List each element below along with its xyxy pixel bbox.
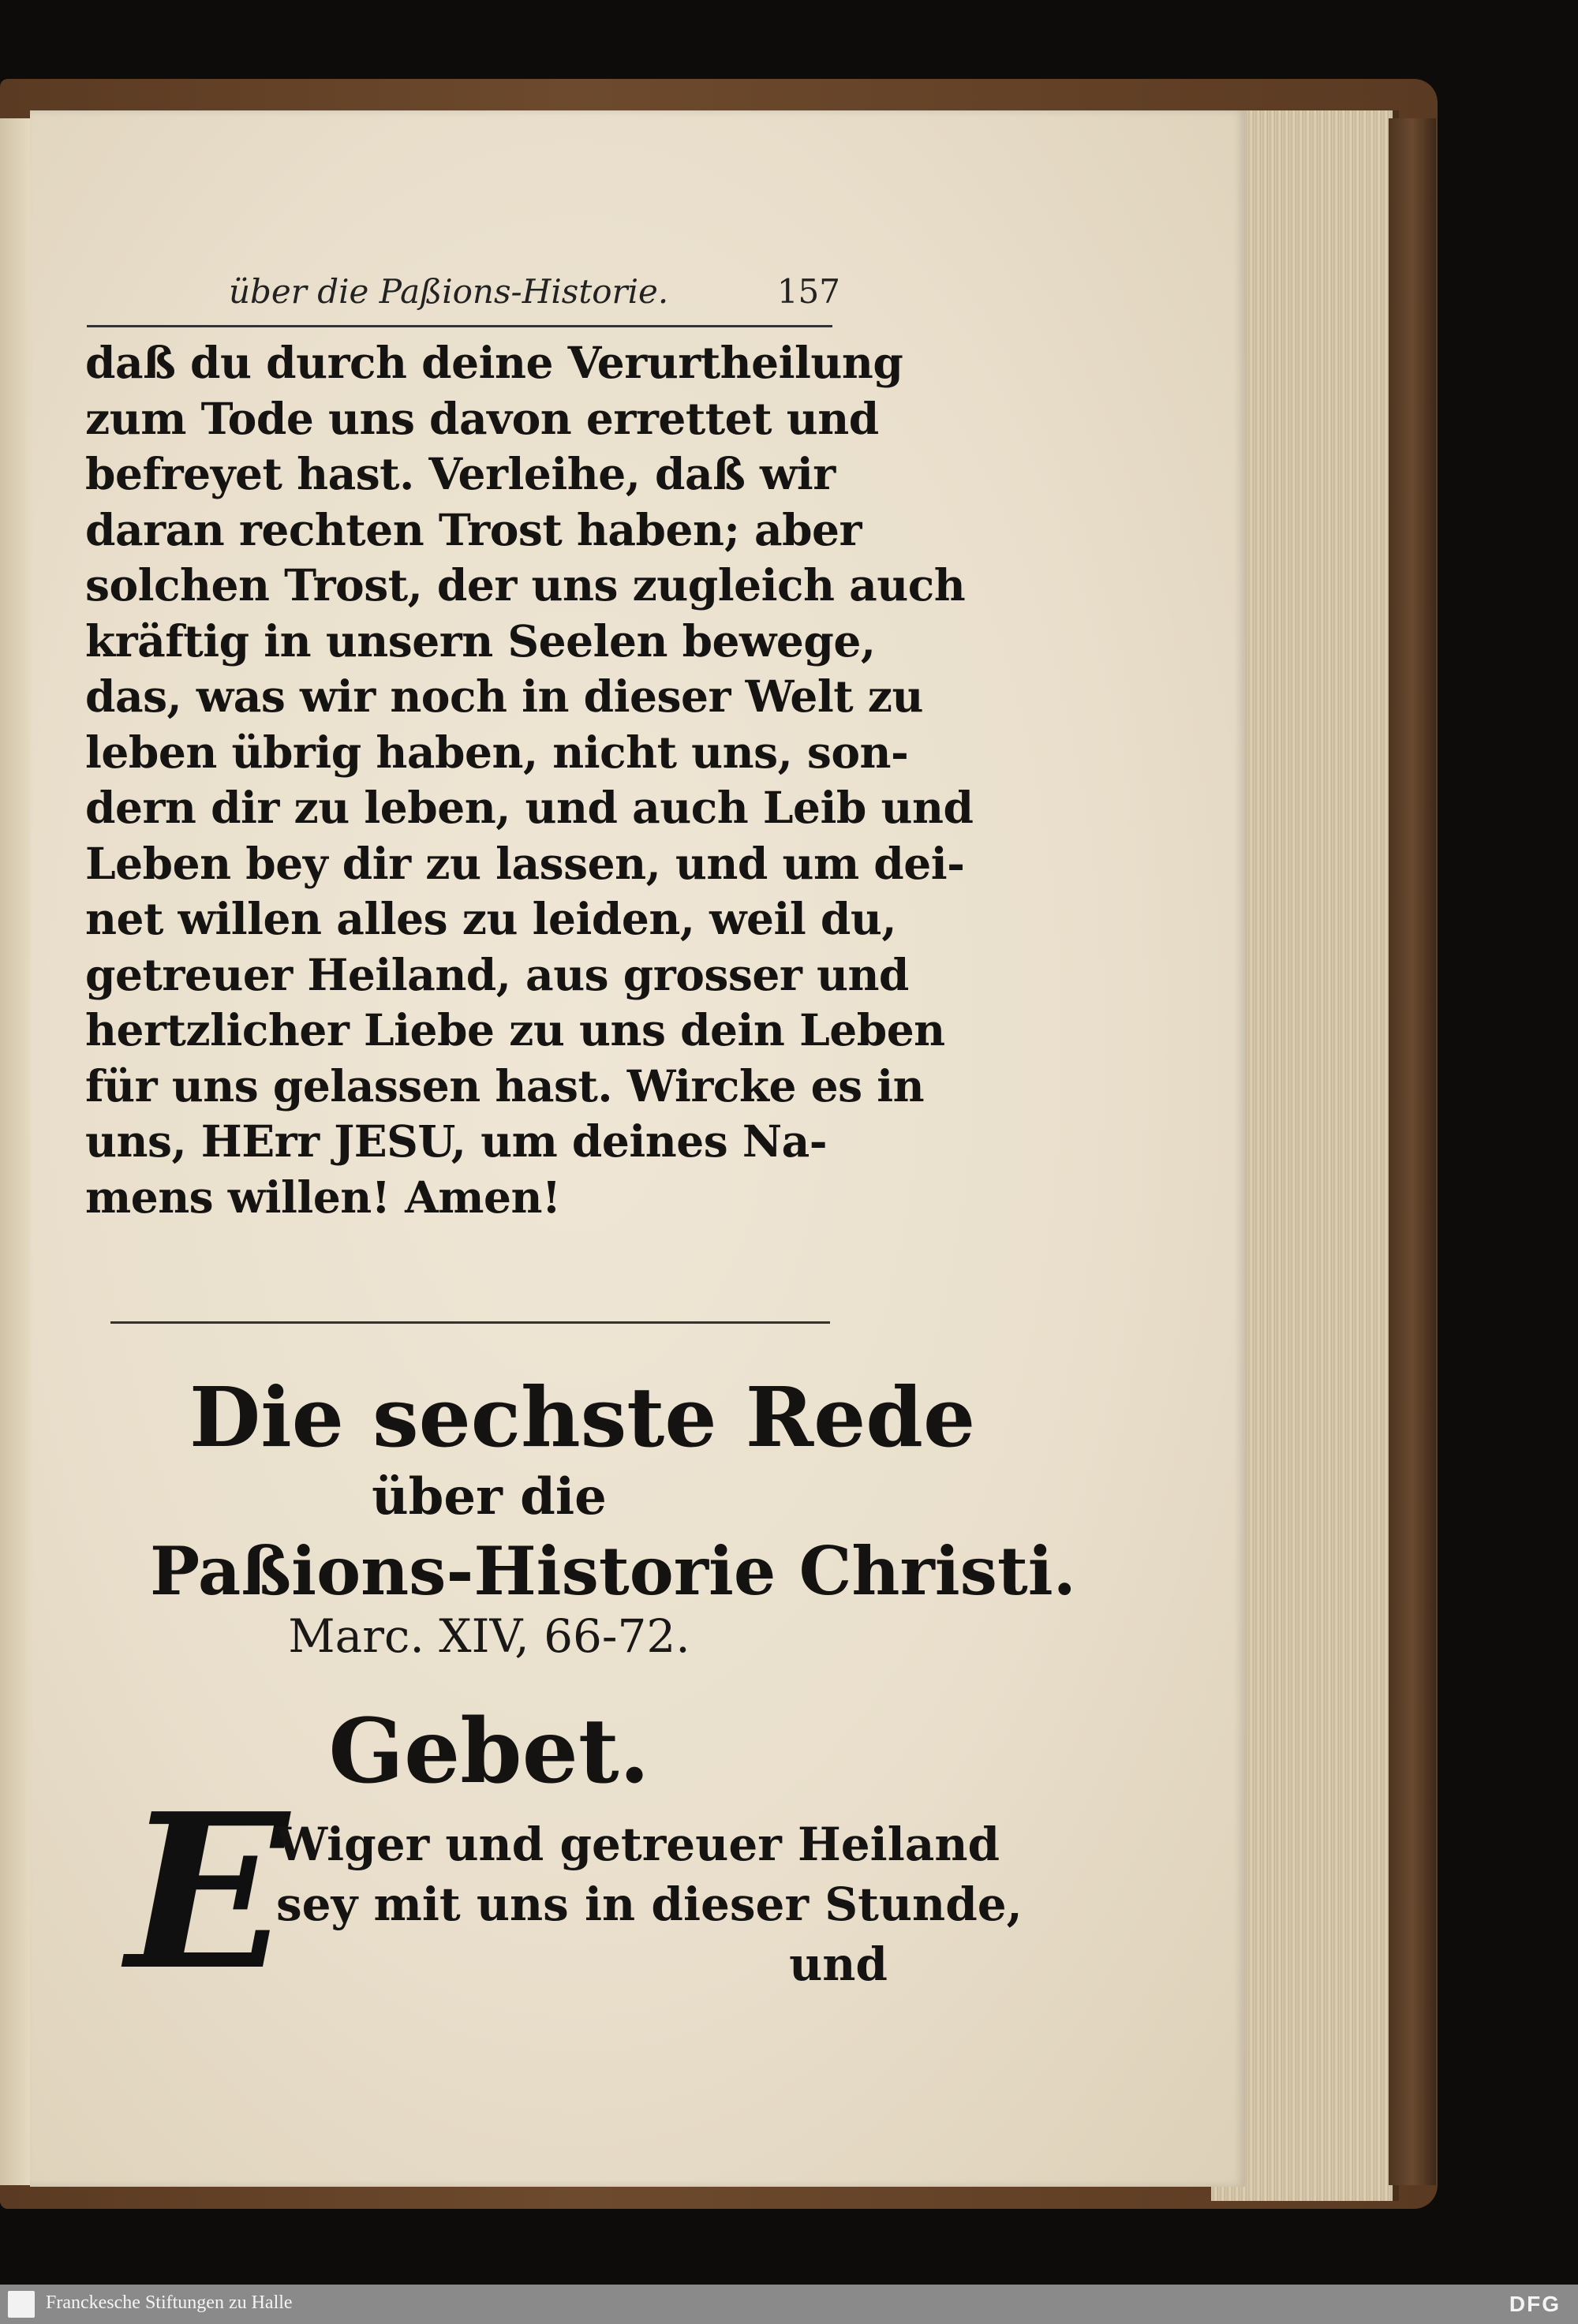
left-page-edge — [0, 118, 33, 2185]
funder-logo: DFG — [1509, 2292, 1561, 2316]
text-line: Wiger und getreuer Heiland — [276, 1818, 1000, 1871]
text-line: dern dir zu leben, und auch Leib und — [85, 782, 974, 833]
text-line: daran rechten Trost haben; aber — [85, 503, 862, 555]
text-line: hertzlicher Liebe zu uns dein Leben — [85, 1004, 945, 1056]
institution-name: Franckesche Stiftungen zu Halle — [46, 2292, 293, 2313]
text-line: Leben bey dir zu lassen, und um dei- — [85, 837, 965, 889]
catchword: und — [789, 1937, 888, 1991]
text-line: uns, HErr JESU, um deines Na- — [85, 1115, 828, 1167]
section-title: Die sechste Rede — [189, 1369, 976, 1466]
section-rule — [110, 1321, 830, 1324]
prayer-end-text — [85, 335, 974, 1225]
text-line: daß du durch deine Verurtheilung — [85, 337, 903, 388]
drop-cap: E — [126, 1766, 289, 2017]
prayer-heading: Gebet. — [328, 1700, 650, 1803]
text-line: leben übrig haben, nicht uns, son- — [85, 726, 909, 778]
text-line: net willen alles zu leiden, weil du, — [85, 893, 896, 944]
page-number: 157 — [776, 272, 840, 311]
section-subtitle: über die — [372, 1467, 607, 1526]
text-line: sey mit uns in dieser Stunde, — [276, 1878, 1023, 1931]
text-line: zum Tode uns davon errettet und — [85, 392, 879, 444]
text-line: das, was wir noch in dieser Welt zu — [85, 671, 924, 722]
cover-edge — [1389, 118, 1436, 2185]
viewer-footer-bar — [0, 2285, 1578, 2324]
institution-logo-icon — [8, 2291, 35, 2318]
text-line: getreuer Heiland, aus grosser und — [85, 948, 909, 1000]
running-head: über die Paßions-Historie. — [229, 272, 669, 311]
text-line: kräftig in unsern Seelen bewege, — [85, 615, 876, 667]
header-rule — [87, 325, 832, 327]
text-line: für uns gelassen hast. Wircke es in — [85, 1059, 925, 1112]
page-header — [229, 272, 840, 319]
text-line: solchen Trost, der uns zugleich auch — [85, 559, 966, 611]
section-subject: Paßions-Historie Christi. — [150, 1532, 1076, 1610]
text-line: befreyet hast. Verleihe, daß wir — [85, 448, 836, 499]
scripture-citation: Marc. XIV, 66-72. — [288, 1609, 690, 1663]
prayer-start-text — [276, 1814, 1023, 1994]
text-line: mens willen! Amen! — [85, 1171, 561, 1223]
